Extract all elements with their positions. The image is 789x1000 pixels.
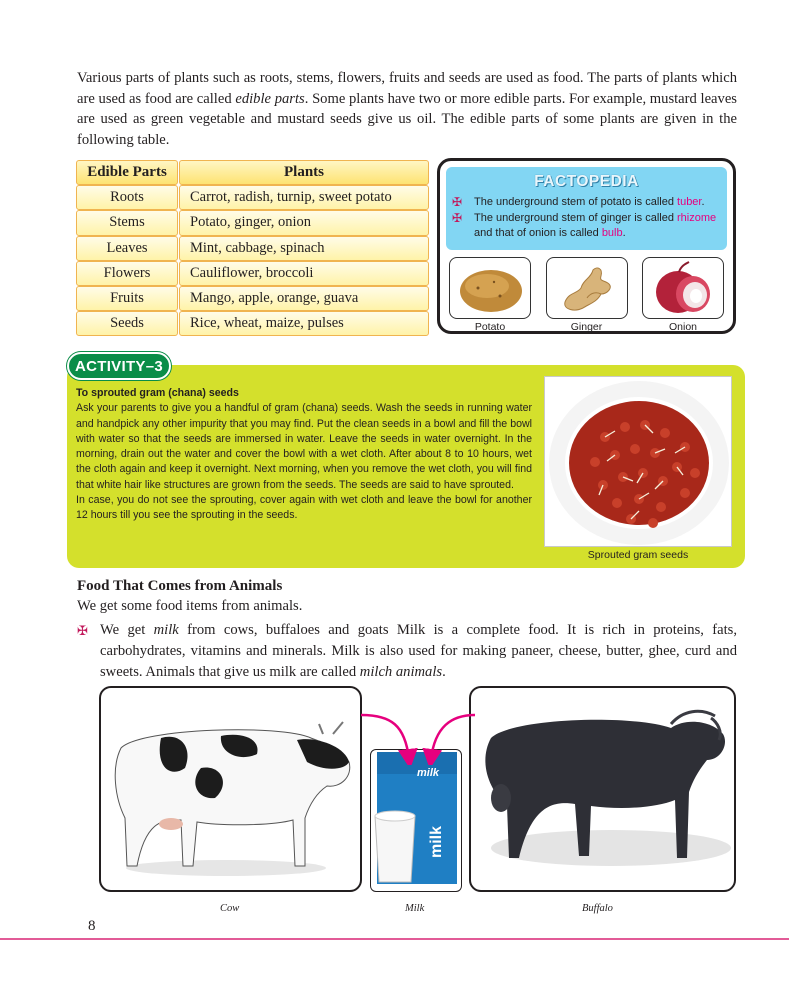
table-header-row (76, 160, 430, 185)
activity-heading: To sprouted gram (chana) seeds (76, 387, 239, 399)
table-cell-plants: Cauliflower, broccoli (179, 261, 429, 286)
activity-badge: ACTIVITY–3 (67, 352, 171, 380)
table-header-plants: Plants (179, 160, 429, 185)
fact-term-tuber: tuber (677, 196, 702, 208)
buffalo-image (469, 686, 736, 892)
cow-caption: Cow (220, 903, 240, 914)
table-cell-part: Roots (76, 185, 178, 210)
milk-bullet (77, 620, 737, 683)
table-row (76, 236, 430, 261)
factopedia-list (446, 195, 727, 242)
activity-paragraph-1: Ask your parents to give you a handful of gram (chana) seeds. Wash the seeds in running water and handpick any other impurity that you may find. Put the clean seeds in a bowl and fill the bowl with water so that the seeds are immersed in water. Leave the seeds in water overnight. In the morning, drain out the water and cover the bowl with a wet cloth. After about 8 to 10 hours, wet the cloth again and keep it overnight. Next morning, when you remove the wet cloth, you will find that white hair like structures are grown from the seeds. The seeds are said to have sprouted. (76, 402, 532, 491)
sprouted-gram-photo (544, 376, 732, 547)
fact-text: The underground stem of ginger is called (474, 211, 678, 224)
carton-top-label: milk (417, 767, 440, 779)
potato-image (449, 257, 531, 319)
milk-bullet-text (77, 620, 737, 683)
bullet-text: from cows, buffaloes and goats Milk is a complete food. It is rich in proteins, fats, carbohydrates, vitamins and minerals. Milk is also used for making paneer, cheese, butter, ghee, curd and sweets. Animals that give us milk are called (100, 622, 737, 680)
edible-parts-term: edible parts (235, 90, 305, 107)
milch-animals-term: milch animals (359, 664, 443, 680)
table-cell-part: Flowers (76, 261, 178, 286)
table-cell-plants: Potato, ginger, onion (179, 210, 429, 235)
milk-caption: Milk (405, 903, 425, 914)
footer-divider (0, 938, 789, 940)
maltese-cross-icon: ✠ (77, 623, 88, 638)
bullet-text: . (442, 664, 446, 680)
factopedia-panel (446, 167, 727, 250)
table-row (76, 210, 430, 235)
table-cell-part: Seeds (76, 311, 178, 336)
section-subtitle: We get some food items from animals. (77, 598, 303, 614)
table-cell-plants: Mango, apple, orange, guava (179, 286, 429, 311)
intro-text-2: . Some plants have two or more edible parts. For example, mustard leaves are used as green vegetable and mustard seeds give us oil. The edible parts of some plants are given in the following table. (77, 90, 737, 148)
onion-image (642, 257, 724, 319)
onion-label: Onion (668, 321, 698, 333)
intro-paragraph (77, 68, 737, 150)
table-row (76, 261, 430, 286)
buffalo-caption: Buffalo (582, 903, 613, 914)
vegetable-labels (449, 321, 724, 333)
table-cell-plants: Carrot, radish, turnip, sweet potato (179, 185, 429, 210)
factopedia-box (437, 158, 736, 334)
fact-item (446, 211, 727, 242)
table-cell-part: Leaves (76, 236, 178, 261)
maltese-cross-icon: ✠ (452, 195, 463, 209)
ginger-image (546, 257, 628, 319)
table-header-edible-parts: Edible Parts (76, 160, 178, 185)
table-row (76, 286, 430, 311)
fact-text: . (622, 227, 626, 239)
ginger-label: Ginger (570, 321, 603, 333)
page-number: 8 (88, 918, 96, 934)
table-cell-plants: Rice, wheat, maize, pulses (179, 311, 429, 336)
table-cell-part: Fruits (76, 286, 178, 311)
fact-term-rhizome: rhizome (677, 211, 717, 224)
section-title: Food That Comes from Animals (77, 578, 283, 594)
potato-label: Potato (474, 321, 506, 333)
intro-text-1: Various parts of plants such as roots, stems, flowers, fruits and seeds are used as food. The parts of plants which are used as food are called (77, 70, 737, 107)
activity-paragraph-2: In case, you do not see the sprouting, cover again with wet cloth and leave the bowl for another 12 hours till you see the sprouting in the seeds. (76, 494, 532, 522)
bullet-text: We get (100, 622, 154, 638)
activity-text (76, 386, 532, 524)
table-cell-part: Stems (76, 210, 178, 235)
arrows-to-milk (355, 705, 485, 765)
carton-side-label: milk (428, 825, 445, 858)
fact-text: and that of onion is called (474, 227, 602, 239)
fact-text: . (701, 196, 705, 208)
edible-parts-table (76, 160, 430, 336)
milk-term: milk (153, 622, 179, 638)
table-row (76, 185, 430, 210)
table-cell-plants: Mint, cabbage, spinach (179, 236, 429, 261)
maltese-cross-icon: ✠ (452, 210, 463, 225)
vegetable-images (449, 257, 724, 319)
fact-text: The underground stem of potato is called (474, 196, 678, 208)
milk-image (370, 749, 462, 892)
sprouted-gram-caption: Sprouted gram seeds (587, 549, 689, 561)
table-row (76, 311, 430, 336)
fact-item (446, 195, 727, 211)
fact-term-bulb: bulb (601, 227, 623, 239)
cow-image (99, 686, 362, 892)
factopedia-title: FACTOPEDIA (534, 173, 639, 190)
